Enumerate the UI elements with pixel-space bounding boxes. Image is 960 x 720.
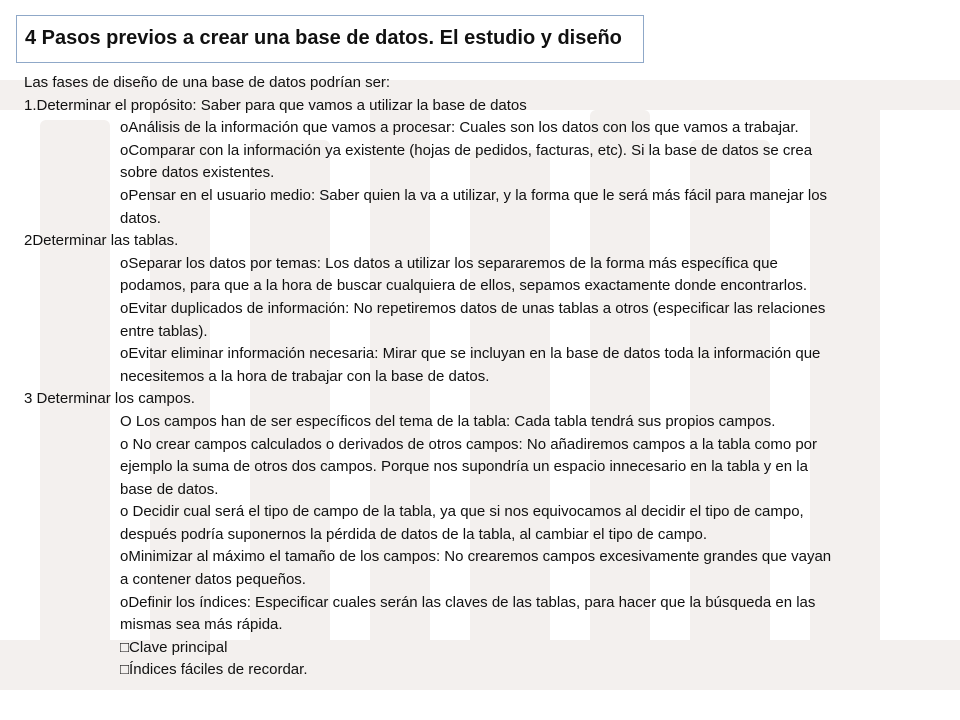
list-item: ejemplo la suma de otros dos campos. Porque nos supondría un espacio innecesario en la tabla y en la	[120, 458, 808, 476]
section-heading: 1.Determinar el propósito: Saber para que vamos a utilizar la base de datos	[24, 96, 527, 114]
list-item: mismas sea más rápida.	[120, 616, 283, 634]
list-item: necesitemos a la hora de trabajar con la base de datos.	[120, 367, 490, 385]
list-item: después podría suponernos la pérdida de datos de la tabla, al cambiar el tipo de campo.	[120, 525, 708, 543]
list-item: oEvitar eliminar información necesaria: Mirar que se incluyan en la base de datos toda la información que	[120, 345, 821, 363]
list-item: □Clave principal	[120, 638, 228, 656]
list-item: oSeparar los datos por temas: Los datos a utilizar los separaremos de la forma más específica que	[120, 254, 778, 272]
slide-body	[24, 72, 936, 682]
list-item: entre tablas).	[120, 322, 208, 340]
list-item: oAnálisis de la información que vamos a procesar: Cuales son los datos con los que vamos a trabajar.	[120, 119, 799, 137]
list-item: base de datos.	[120, 480, 219, 498]
list-item: oPensar en el usuario medio: Saber quien la va a utilizar, y la forma que le será más fácil para manejar los	[120, 186, 828, 204]
section-heading: 2Determinar las tablas.	[24, 232, 179, 250]
intro-text: Las fases de diseño de una base de datos podrían ser:	[24, 74, 391, 91]
list-item: podamos, para que a la hora de buscar cualquiera de ellos, sepamos exactamente donde encontrarlos.	[120, 277, 808, 295]
slide-title: 4 Pasos previos a crear una base de datos. El estudio y diseño	[25, 27, 622, 49]
list-item: o Decidir cual será el tipo de campo de la tabla, ya que si nos equivocamos al decidir el tipo de campo,	[120, 503, 804, 521]
list-item: o No crear campos calculados o derivados de otros campos: No añadiremos campos a la tabla como por	[120, 435, 818, 453]
list-item: O Los campos han de ser específicos del tema de la tabla: Cada tabla tendrá sus propios campos.	[120, 412, 776, 430]
list-item: oDefinir los índices: Especificar cuales serán las claves de las tablas, para hacer que la búsqueda en las	[120, 593, 816, 611]
list-item: datos.	[120, 209, 161, 227]
list-item: oEvitar duplicados de información: No repetiremos datos de unas tablas a otros (especificar las relaciones	[120, 299, 826, 317]
slide-title-box	[16, 15, 644, 63]
section-heading: 3 Determinar los campos.	[24, 390, 195, 408]
list-item: oMinimizar al máximo el tamaño de los campos: No crearemos campos excesivamente grandes que vayan	[120, 548, 832, 566]
list-item: oComparar con la información ya existente (hojas de pedidos, facturas, etc). Si la base de datos se crea	[120, 141, 813, 159]
list-item: □Índices fáciles de recordar.	[120, 661, 308, 679]
list-item: a contener datos pequeños.	[120, 571, 306, 589]
list-item: sobre datos existentes.	[120, 164, 275, 182]
